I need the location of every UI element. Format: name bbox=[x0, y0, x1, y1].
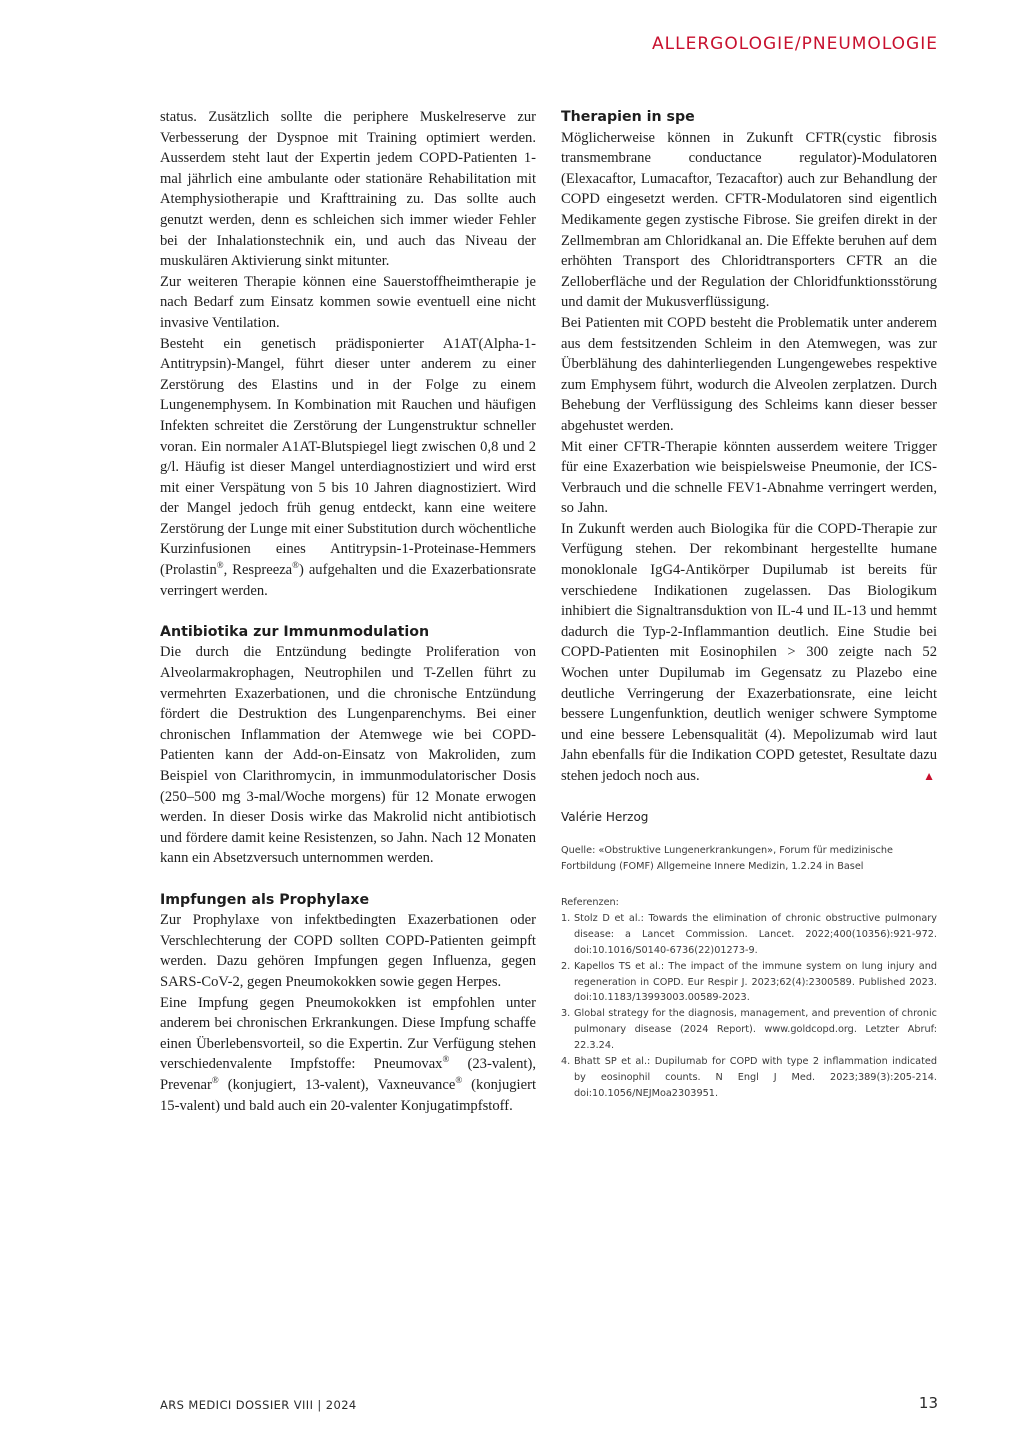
section-header: ALLERGOLOGIE/PNEUMOLOGIE bbox=[652, 34, 938, 54]
reference-item: 4. Bhatt SP et al.: Dupilumab for COPD with type 2 inflammation indicated by eosinophil counts. N Engl J Med. 2023;389(3):205-214. doi:10.1056/NEJMoa2303951. bbox=[561, 1056, 937, 1099]
paragraph: Zur Prophylaxe von infektbedingten Exazerbationen oder Verschlechterung der COPD sollten COPD-Patienten geimpft werden. Dazu gehören Impfungen gegen Influenza, gegen SARS-CoV-2, gegen Pneumokokken sowie gegen Herpes. bbox=[160, 912, 536, 990]
references bbox=[561, 895, 937, 1102]
reference-item: 2. Kapellos TS et al.: The impact of the immune system on lung injury and regeneration in COPD. Eur Respir J. 2023;62(4):2300589. Published 2023. doi:10.1183/13993003.00589-2023. bbox=[561, 960, 937, 1004]
paragraph: Eine Impfung gegen Pneumokokken ist empfohlen unter anderem bei chronischen Erkrankungen. Diese Impfung schaffe einen Überlebensvorteil, so die Expertin. Zur Verfügung stehen verschiedenvalente Impfstoffe: Pneumovax® (23-valent), Prevenar® (konjugiert, 13-valent), Vaxneuvance® (konjugiert 15-valent) und bald auch ein 20-valenter Konjugatimpfstoff. bbox=[160, 994, 537, 1114]
paragraph: Die durch die Entzündung bedingte Proliferation von Alveolarmakrophagen, Neutrophilen und T-Zellen führt zu vermehrten Exazerbationen, und die chronische Entzündung fördert die Destruktion des Lungenparenchyms. Bei einer chronischen Inflammation der Atemwege wie bei COPD-Patienten kann der Add-on-Einsatz von Makroliden, zum Beispiel von Clarithromycin, in immunmodulatorischer Dosis (250–500 mg 3-mal/Woche morgens) für 12 Monate erwogen werden. In dieser Dosis wirke das Makrolid nicht antibiotisch und fördere damit keine Resistenzen, so Jahn. Nach 12 Monaten kann ein Absetzversuch unternommen werden. bbox=[160, 644, 536, 867]
paragraph: status. Zusätzlich sollte die periphere Muskelreserve zur Verbesserung der Dyspnoe mit Training optimiert werden. Ausserdem steht laut der Expertin jedem COPD-Patienten 1-mal jährlich eine ambulante oder stationäre Rehabilitation mit Atemphysiotherapie und Krafttraining zu. Das sollte auch genutzt werden, denn es schleichen sich immer wieder Fehler bei der Inhalationstechnik ein, und auch das Niveau der muskulären Aktivierung sinkt mitunter. bbox=[160, 109, 536, 270]
page-number: 13 bbox=[918, 1394, 938, 1412]
heading-antibiotika: Antibiotika zur Immunmodulation bbox=[160, 623, 430, 640]
heading-impfungen: Impfungen als Prophylaxe bbox=[160, 891, 370, 908]
paragraph: Mit einer CFTR-Therapie könnten ausserdem weitere Trigger für eine Exazerbation wie beispielsweise Pneumonie, der ICS-Verbrauch und die schnelle FEV1-Abnahme verringert werden, so Jahn. bbox=[561, 438, 937, 517]
publication-footer: ARS MEDICI DOSSIER VIII | 2024 bbox=[160, 1398, 357, 1412]
references-list bbox=[561, 911, 937, 1102]
author: Valérie Herzog bbox=[561, 809, 649, 824]
source-note: Quelle: «Obstruktive Lungenerkrankungen», Forum für medizinische Fortbildung (FOMF) Allgemeine Innere Medizin, 1.2.24 in Basel bbox=[561, 845, 893, 873]
paragraph: Zur weiteren Therapie können eine Sauerstoffheimtherapie je nach Bedarf zum Einsatz kommen sowie eventuell eine nicht invasive Ventilation. bbox=[160, 273, 536, 331]
paragraph: Bei Patienten mit COPD besteht die Problematik unter anderem aus dem festsitzenden Schleim in den Atemwegen, was zur Überblähung des dahinterliegenden Lungengewebes respektive zum Emphysem führt, wodurch die Alveolen zerplatzen. Durch Behebung der Verflüssigung des Schleims kann dieser besser abgehustet werden. bbox=[561, 314, 937, 434]
right-column bbox=[561, 107, 937, 1102]
heading-therapien: Therapien in spe bbox=[561, 109, 695, 125]
references-title: Referenzen: bbox=[561, 897, 619, 908]
paragraph: In Zukunft werden auch Biologika für die COPD-Therapie zur Verfügung stehen. Der rekombinant hergestellte humane monoklonale IgG4-Antikörper Dupilumab ist bereits für verschiedene Indikationen zugelassen. Das Biologikum inhibiert die Signaltransduktion von IL-4 und IL-13 und hemmt dadurch die Typ-2-Inflammantion deutlich. Eine Studie bei COPD-Patienten mit Eosinophilen > 300 zeigte nach 52 Wochen unter Dupilumab im Gegensatz zu Plazebo eine deutliche Verringerung der Exazerbationsrate, eine leicht bessere Lungenfunktion, deutlich weniger schwere Symptome und eine bessere Lebensqualität (4). Mepolizumab wird laut Jahn ebenfalls für die Indikation COPD getestet, Resultate dazu stehen jedoch noch aus. ▲ bbox=[561, 519, 937, 787]
end-of-article-icon: ▲ bbox=[923, 769, 935, 783]
reference-item: 3. Global strategy for the diagnosis, management, and prevention of chronic pulmonary disease (2024 Report). www.goldcopd.org. Letzter Abruf: 22.3.24. bbox=[561, 1008, 937, 1052]
reference-item: 1. Stolz D et al.: Towards the elimination of chronic obstructive pulmonary disease: a Lancet Commission. Lancet. 2022;400(10356):921-972. doi:10.1016/S0140-6736(22)01273-9. bbox=[561, 912, 937, 956]
paragraph: Möglicherweise können in Zukunft CFTR(cystic fibrosis transmembrane conductance regulator)-Modulatoren (Elexacaftor, Lumacaftor, Tezacaftor) auch zur Behandlung der COPD eingesetzt werden. CFTR-Modulatoren sind eigentlich Medikamente gegen zystische Fibrose. Sie greifen direkt in der Zellmembran am Chloridkanal an. Die Effekte beruhen auf dem erhöhten Transport des Chloridtransporters CFTR an die Zelloberfläche und der Regulation der Chloridfunktionsstörung und damit der Mukusverflüssigung. bbox=[561, 129, 937, 311]
left-column bbox=[160, 107, 536, 1116]
paragraph: Besteht ein genetisch prädisponierter A1AT(Alpha-1-Antitrypsin)-Mangel, führt dieser unter anderem zu einer Zerstörung des Elastins und in der Folge zu einem Lungenemphysem. In Kombination mit Rauchen und häufigen Infekten schreitet die Zerstörung der Lungenstruktur schneller voran. Ein normaler A1AT-Blutspiegel liegt zwischen 0,8 und 2 g/l. Häufig ist dieser Mangel unterdiagnostiziert und wird erst mit einer Verspätung von 5 bis 10 Jahren diagnostiziert. Wird der Mangel jedoch früh genug entdeckt, kann eine weitere Zerstörung der Lunge mit einer Substitution durch wöchentliche Kurzinfusionen eines Antitrypsin-1-Proteinase-Hemmers (Prolastin®, Respreeza®) aufgehalten und die Exazerbationsrate verringert werden. bbox=[160, 335, 536, 599]
